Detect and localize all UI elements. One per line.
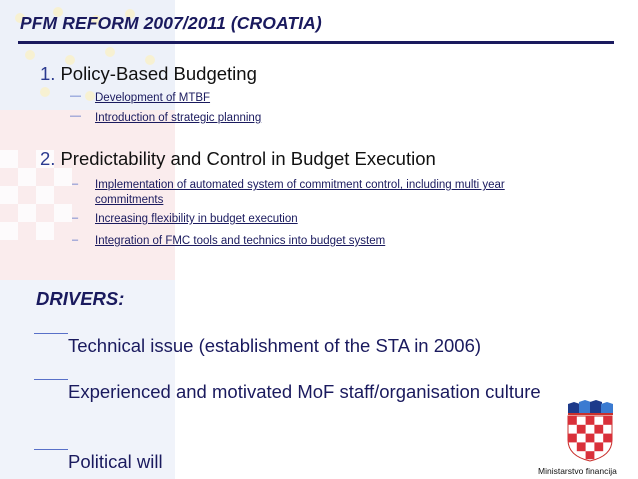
dash-bullet-icon: — <box>70 110 81 122</box>
driver-item-1: Technical issue (establishment of the STA in 2006) <box>68 335 482 356</box>
driver-line-icon <box>34 333 68 334</box>
dash-bullet-icon: – <box>72 178 79 190</box>
section-2-item-1: Implementation of automated system of commitment control, including multi year commitments <box>95 179 505 206</box>
section-2-item-3: Integration of FMC tools and technics into budget system <box>95 235 386 247</box>
title-divider <box>18 41 614 44</box>
dash-bullet-icon: – <box>72 212 79 224</box>
section-1-number: 1. <box>40 63 56 84</box>
dash-bullet-icon: — <box>70 90 81 102</box>
driver-item-2: Experienced and motivated MoF staff/organisation culture <box>68 381 541 402</box>
dash-bullet-icon: – <box>72 234 79 246</box>
section-2-heading <box>40 148 436 170</box>
section-1-item-1: Development of MTBF <box>95 92 211 104</box>
section-1-heading <box>40 63 257 85</box>
ministry-caption: Ministarstvo financija <box>538 466 617 476</box>
section-2-item-2: Increasing flexibility in budget execution <box>95 213 298 225</box>
driver-line-icon <box>34 449 68 450</box>
driver-line-icon <box>34 379 68 380</box>
drivers-heading: DRIVERS: <box>36 288 125 309</box>
slide-title: PFM REFORM 2007/2011 (CROATIA) <box>20 13 322 33</box>
section-2-number: 2. <box>40 148 56 169</box>
section-1-title: Policy-Based Budgeting <box>60 63 257 84</box>
driver-item-3: Political will <box>68 451 163 472</box>
section-2-title: Predictability and Control in Budget Execution <box>60 148 436 169</box>
section-1-item-2: Introduction of strategic planning <box>95 112 262 124</box>
coat-of-arms-icon <box>562 400 618 462</box>
